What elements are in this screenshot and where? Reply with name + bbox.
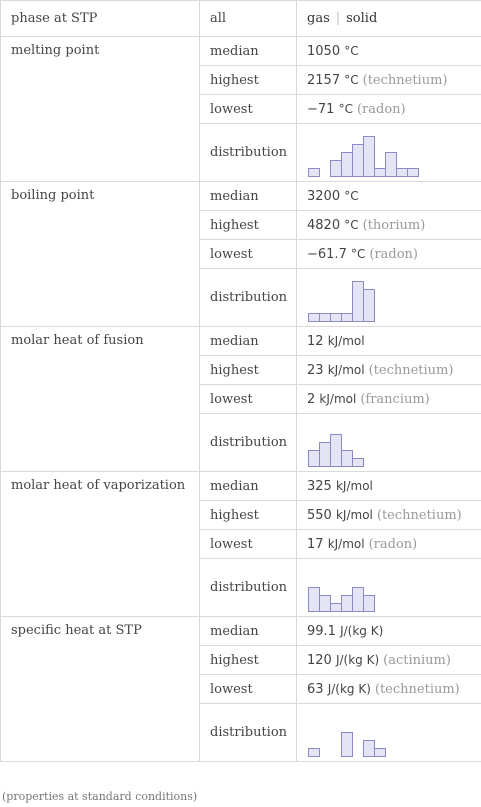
stat-label-distribution: distribution [200, 414, 297, 472]
histogram-bar [375, 168, 386, 176]
stat-value-cell [297, 675, 481, 704]
phase-solid: solid [346, 11, 378, 26]
property-row-median [1, 327, 481, 356]
stat-value-cell [297, 472, 481, 501]
stat-label-lowest: lowest [200, 385, 297, 414]
histogram-bar [331, 160, 342, 176]
histogram-bar [309, 168, 320, 176]
distribution-histogram [307, 565, 377, 613]
histogram-bar [320, 595, 331, 611]
histogram-bar [331, 313, 342, 321]
histogram-bar [342, 450, 353, 466]
stat-value-cell [297, 211, 481, 240]
histogram-bar [386, 152, 397, 176]
stat-element-note: (technetium) [374, 681, 460, 697]
histogram-bar [353, 144, 364, 176]
property-row-median [1, 182, 481, 211]
stat-label-lowest: lowest [200, 675, 297, 704]
stat-label-highest: highest [200, 646, 297, 675]
histogram-bar [353, 281, 364, 321]
property-name: molar heat of vaporization [1, 472, 200, 617]
histogram-bar [342, 152, 353, 176]
stat-label-median: median [200, 472, 297, 501]
stat-value-cell [297, 646, 481, 675]
stat-value: 12 [307, 333, 324, 349]
stat-label-distribution: distribution [200, 124, 297, 182]
stat-label-distribution: distribution [200, 559, 297, 617]
stat-unit: J/(kg K) [335, 652, 380, 667]
stat-unit: kJ/mol [327, 333, 365, 348]
stat-unit: °C [344, 217, 359, 232]
stat-label-median: median [200, 37, 297, 66]
stat-element-note: (radon) [368, 536, 418, 552]
histogram-bar [342, 595, 353, 611]
histogram-bar [342, 313, 353, 321]
stat-unit: °C [344, 43, 359, 58]
histogram-bar [375, 748, 386, 756]
stat-value: 3200 [307, 188, 341, 204]
stat-value-cell [297, 617, 481, 646]
stat-value-cell [297, 530, 481, 559]
stat-value-cell [297, 501, 481, 530]
histogram-bar [320, 442, 331, 466]
histogram-bar [342, 732, 353, 756]
stat-element-note: (thorium) [362, 217, 426, 233]
stat-value: 550 [307, 507, 332, 523]
stat-label-lowest: lowest [200, 530, 297, 559]
distribution-cell [297, 414, 481, 472]
stat-value: 2157 [307, 72, 341, 88]
stat-value-cell [297, 66, 481, 95]
stat-value-cell [297, 182, 481, 211]
stat-unit: kJ/mol [335, 478, 373, 493]
stat-value: −71 [307, 101, 335, 117]
distribution-histogram [307, 275, 377, 323]
stat-value-cell [297, 95, 481, 124]
histogram-bar [331, 603, 342, 611]
header-all-label: all [200, 1, 297, 37]
distribution-cell [297, 269, 481, 327]
histogram-bar [353, 458, 364, 466]
stat-unit: J/(kg K) [327, 681, 371, 696]
histogram-bar [408, 168, 419, 176]
histogram-bar [364, 136, 375, 176]
stat-element-note: (actinium) [383, 652, 451, 668]
stat-label-distribution: distribution [200, 269, 297, 327]
stat-label-median: median [200, 327, 297, 356]
distribution-cell [297, 124, 481, 182]
stat-label-highest: highest [200, 356, 297, 385]
stat-element-note: (radon) [369, 246, 419, 262]
stat-unit: °C [350, 246, 366, 261]
stat-value: 63 [307, 681, 324, 697]
stat-unit: kJ/mol [327, 362, 365, 377]
property-row-median [1, 37, 481, 66]
header-phases [297, 1, 481, 37]
histogram-bar [309, 587, 320, 611]
stat-element-note: (technetium) [368, 362, 454, 378]
stat-value: 1050 [307, 43, 341, 59]
stat-unit: kJ/mol [335, 507, 373, 522]
stat-element-note: (radon) [356, 101, 406, 117]
stat-element-note: (technetium) [376, 507, 462, 523]
stat-unit: kJ/mol [327, 536, 365, 551]
distribution-histogram [307, 130, 421, 178]
histogram-bar [364, 289, 375, 321]
stat-value: 120 [307, 652, 332, 668]
property-row-median [1, 617, 481, 646]
stat-value: 325 [307, 478, 332, 494]
stat-value: 23 [307, 362, 324, 378]
stat-label-distribution: distribution [200, 704, 297, 762]
header-phase-label: phase at STP [1, 1, 200, 37]
header-row [1, 1, 481, 37]
histogram-bar [364, 740, 375, 756]
property-name: melting point [1, 37, 200, 182]
stat-element-note: (francium) [360, 391, 430, 407]
stat-unit: J/(kg K) [340, 623, 384, 638]
distribution-cell [297, 559, 481, 617]
footnote: (properties at standard conditions) [2, 790, 198, 803]
stat-unit: °C [344, 188, 359, 203]
stat-value-cell [297, 37, 481, 66]
histogram-bar [353, 587, 364, 611]
stat-value: 2 [307, 391, 316, 407]
stat-value: 4820 [307, 217, 341, 233]
histogram-bar [309, 748, 320, 756]
stat-value-cell [297, 385, 481, 414]
property-name: specific heat at STP [1, 617, 200, 762]
stat-value-cell [297, 327, 481, 356]
stat-element-note: (technetium) [362, 72, 448, 88]
stat-label-highest: highest [200, 501, 297, 530]
distribution-histogram [307, 710, 388, 758]
histogram-bar [331, 434, 342, 466]
stat-label-lowest: lowest [200, 95, 297, 124]
property-name: boiling point [1, 182, 200, 327]
stat-label-lowest: lowest [200, 240, 297, 269]
histogram-bar [397, 168, 408, 176]
stat-label-median: median [200, 182, 297, 211]
stat-value: 99.1 [307, 623, 336, 639]
phase-separator: | [335, 11, 341, 26]
stat-label-highest: highest [200, 66, 297, 95]
histogram-bar [309, 450, 320, 466]
stat-value-cell [297, 240, 481, 269]
stat-unit: °C [344, 72, 359, 87]
phase-gas: gas [307, 11, 330, 26]
property-row-median [1, 472, 481, 501]
stat-label-highest: highest [200, 211, 297, 240]
stat-unit: kJ/mol [319, 391, 357, 406]
stat-unit: °C [338, 101, 353, 116]
distribution-histogram [307, 420, 366, 468]
stat-value-cell [297, 356, 481, 385]
property-name: molar heat of fusion [1, 327, 200, 472]
histogram-bar [309, 313, 320, 321]
distribution-cell [297, 704, 481, 762]
histogram-bar [364, 595, 375, 611]
stat-value: 17 [307, 536, 324, 552]
histogram-bar [320, 313, 331, 321]
stat-label-median: median [200, 617, 297, 646]
stat-value: −61.7 [307, 246, 347, 262]
